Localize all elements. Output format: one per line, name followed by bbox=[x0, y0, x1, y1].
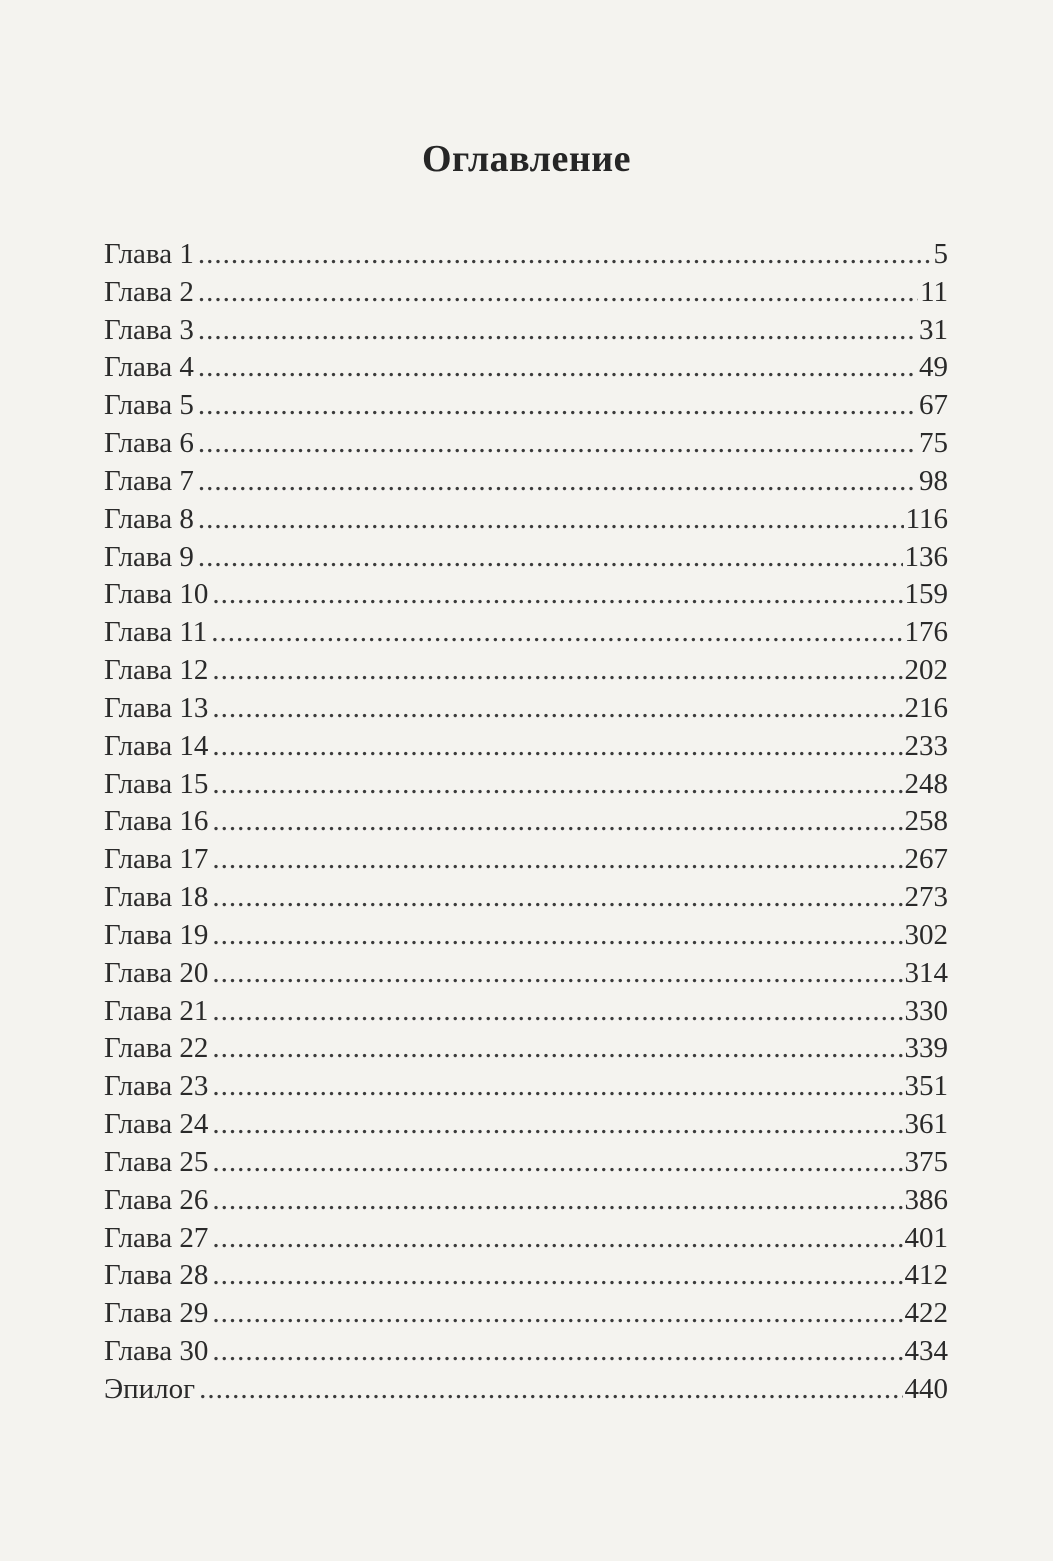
toc-entry-label: Глава 6 bbox=[104, 427, 194, 460]
toc-entry-page-number: 273 bbox=[904, 881, 948, 914]
toc-entry-label: Глава 20 bbox=[104, 956, 209, 989]
toc-entry bbox=[104, 1030, 948, 1068]
toc-entry bbox=[104, 1295, 948, 1333]
toc-dot-leader bbox=[212, 652, 902, 690]
toc-entry-page-number: 11 bbox=[920, 275, 948, 308]
toc-entry-label: Глава 23 bbox=[104, 1070, 209, 1103]
toc-entry bbox=[104, 1333, 948, 1371]
toc-entry-label: Глава 25 bbox=[104, 1145, 209, 1178]
toc-entry-page-number: 159 bbox=[904, 578, 948, 611]
page-title: Оглавление bbox=[421, 138, 632, 181]
toc-entry-page-number: 116 bbox=[905, 502, 948, 535]
toc-entry-label: Эпилог bbox=[104, 1372, 196, 1405]
toc-dot-leader bbox=[211, 614, 902, 652]
toc-entry bbox=[104, 387, 948, 425]
toc-entry-label: Глава 7 bbox=[104, 464, 194, 497]
toc-dot-leader bbox=[198, 463, 917, 501]
toc-entry-page-number: 216 bbox=[904, 691, 948, 724]
toc-dot-leader bbox=[199, 1371, 902, 1409]
toc-entry bbox=[104, 236, 948, 274]
toc-entry bbox=[104, 993, 948, 1031]
toc-dot-leader bbox=[198, 425, 917, 463]
toc-dot-leader bbox=[198, 236, 932, 274]
toc-dot-leader bbox=[212, 1333, 902, 1371]
toc-entry bbox=[104, 690, 948, 728]
toc-entry-label: Глава 8 bbox=[104, 502, 194, 535]
toc-entry bbox=[104, 766, 948, 804]
toc-entry-page-number: 330 bbox=[904, 994, 948, 1027]
toc-dot-leader bbox=[198, 349, 917, 387]
toc-entry-label: Глава 19 bbox=[104, 918, 209, 951]
toc-entry-page-number: 202 bbox=[904, 654, 948, 687]
toc-dot-leader bbox=[212, 955, 902, 993]
toc-dot-leader bbox=[212, 728, 902, 766]
toc-entry-page-number: 248 bbox=[904, 767, 948, 800]
toc-entry bbox=[104, 917, 948, 955]
toc-entry-label: Глава 18 bbox=[104, 881, 209, 914]
toc-entry-page-number: 339 bbox=[904, 1032, 948, 1065]
toc-entry-label: Глава 1 bbox=[104, 238, 194, 270]
toc-entry-page-number: 98 bbox=[919, 464, 948, 497]
toc-entry bbox=[104, 312, 948, 350]
toc-dot-leader bbox=[212, 1030, 902, 1068]
toc-dot-leader bbox=[212, 690, 902, 728]
toc-entry-page-number: 67 bbox=[919, 389, 948, 422]
toc-entry-page-number: 31 bbox=[919, 313, 948, 346]
toc-entry-label: Глава 5 bbox=[104, 389, 194, 422]
toc-entry bbox=[104, 1106, 948, 1144]
toc-entry bbox=[104, 803, 948, 841]
toc-entry-page-number: 136 bbox=[904, 540, 948, 573]
toc-dot-leader bbox=[212, 917, 902, 955]
toc-dot-leader bbox=[212, 576, 902, 614]
toc-dot-leader bbox=[212, 1295, 902, 1333]
toc-dot-leader bbox=[212, 1106, 902, 1144]
toc-entry-page-number: 422 bbox=[904, 1297, 948, 1330]
toc-entry bbox=[104, 1068, 948, 1106]
toc-entry bbox=[104, 728, 948, 766]
toc-entry-page-number: 258 bbox=[904, 805, 948, 838]
toc-entry-page-number: 49 bbox=[919, 351, 948, 384]
toc-entry-page-number: 440 bbox=[904, 1372, 948, 1405]
toc-entry-label: Глава 22 bbox=[104, 1032, 209, 1065]
toc-entry-label: Глава 17 bbox=[104, 843, 209, 876]
toc-dot-leader bbox=[212, 1182, 902, 1220]
toc-dot-leader bbox=[198, 539, 903, 577]
toc-entry-label: Глава 9 bbox=[104, 540, 194, 573]
toc-entry-label: Глава 28 bbox=[104, 1259, 209, 1292]
toc-dot-leader bbox=[212, 766, 902, 804]
toc-dot-leader bbox=[212, 993, 902, 1031]
toc-dot-leader bbox=[198, 387, 917, 425]
toc-dot-leader bbox=[212, 1068, 902, 1106]
toc-entry-page-number: 401 bbox=[904, 1221, 948, 1254]
toc-entry-page-number: 434 bbox=[904, 1335, 948, 1368]
toc-entry-page-number: 375 bbox=[904, 1145, 948, 1178]
toc-dot-leader bbox=[198, 274, 918, 312]
toc-entry-label: Глава 16 bbox=[104, 805, 209, 838]
toc-entry-label: Глава 11 bbox=[104, 616, 208, 649]
toc-dot-leader bbox=[212, 841, 902, 879]
toc-entry-page-number: 267 bbox=[904, 843, 948, 876]
toc-dot-leader bbox=[212, 879, 902, 917]
toc-entry-label: Глава 30 bbox=[104, 1335, 209, 1368]
toc-entry-page-number: 75 bbox=[919, 427, 948, 460]
toc-entry-label: Глава 3 bbox=[104, 313, 194, 346]
toc-entry bbox=[104, 614, 948, 652]
toc-entry-page-number: 412 bbox=[904, 1259, 948, 1292]
toc-entry bbox=[104, 955, 948, 993]
toc-entry-label: Глава 29 bbox=[104, 1297, 209, 1330]
toc-entry-label: Глава 10 bbox=[104, 578, 209, 611]
toc-entry bbox=[104, 1220, 948, 1258]
toc-entry-label: Глава 4 bbox=[104, 351, 194, 384]
toc-entry bbox=[104, 349, 948, 387]
toc-dot-leader bbox=[212, 1144, 902, 1182]
toc-entry-page-number: 5 bbox=[933, 238, 948, 270]
toc-entry bbox=[104, 1182, 948, 1220]
toc-entry bbox=[104, 1144, 948, 1182]
toc-entry-label: Глава 12 bbox=[104, 654, 209, 687]
toc-entry bbox=[104, 576, 948, 614]
toc-entry-label: Глава 2 bbox=[104, 275, 194, 308]
toc-entry-label: Глава 13 bbox=[104, 691, 209, 724]
toc-entry bbox=[104, 1371, 948, 1409]
toc-entry-page-number: 351 bbox=[904, 1070, 948, 1103]
toc-entry-page-number: 176 bbox=[904, 616, 948, 649]
toc-entry-page-number: 233 bbox=[904, 729, 948, 762]
toc-entry bbox=[104, 841, 948, 879]
table-of-contents bbox=[104, 236, 948, 1409]
toc-entry-page-number: 314 bbox=[904, 956, 948, 989]
toc-entry bbox=[104, 539, 948, 577]
toc-entry-page-number: 386 bbox=[904, 1183, 948, 1216]
toc-entry bbox=[104, 879, 948, 917]
toc-dot-leader bbox=[212, 1220, 902, 1258]
toc-entry-label: Глава 24 bbox=[104, 1108, 209, 1141]
toc-entry bbox=[104, 1257, 948, 1295]
toc-dot-leader bbox=[212, 1257, 902, 1295]
toc-entry bbox=[104, 501, 948, 539]
toc-dot-leader bbox=[198, 312, 917, 350]
toc-entry-label: Глава 26 bbox=[104, 1183, 209, 1216]
toc-entry-label: Глава 21 bbox=[104, 994, 209, 1027]
toc-entry bbox=[104, 274, 948, 312]
toc-dot-leader bbox=[198, 501, 904, 539]
toc-entry bbox=[104, 425, 948, 463]
toc-entry-page-number: 361 bbox=[904, 1108, 948, 1141]
toc-entry-label: Глава 27 bbox=[104, 1221, 209, 1254]
toc-entry-label: Глава 15 bbox=[104, 767, 209, 800]
toc-entry bbox=[104, 652, 948, 690]
toc-entry-label: Глава 14 bbox=[104, 729, 209, 762]
toc-entry-page-number: 302 bbox=[904, 918, 948, 951]
toc-entry bbox=[104, 463, 948, 501]
toc-dot-leader bbox=[212, 803, 902, 841]
